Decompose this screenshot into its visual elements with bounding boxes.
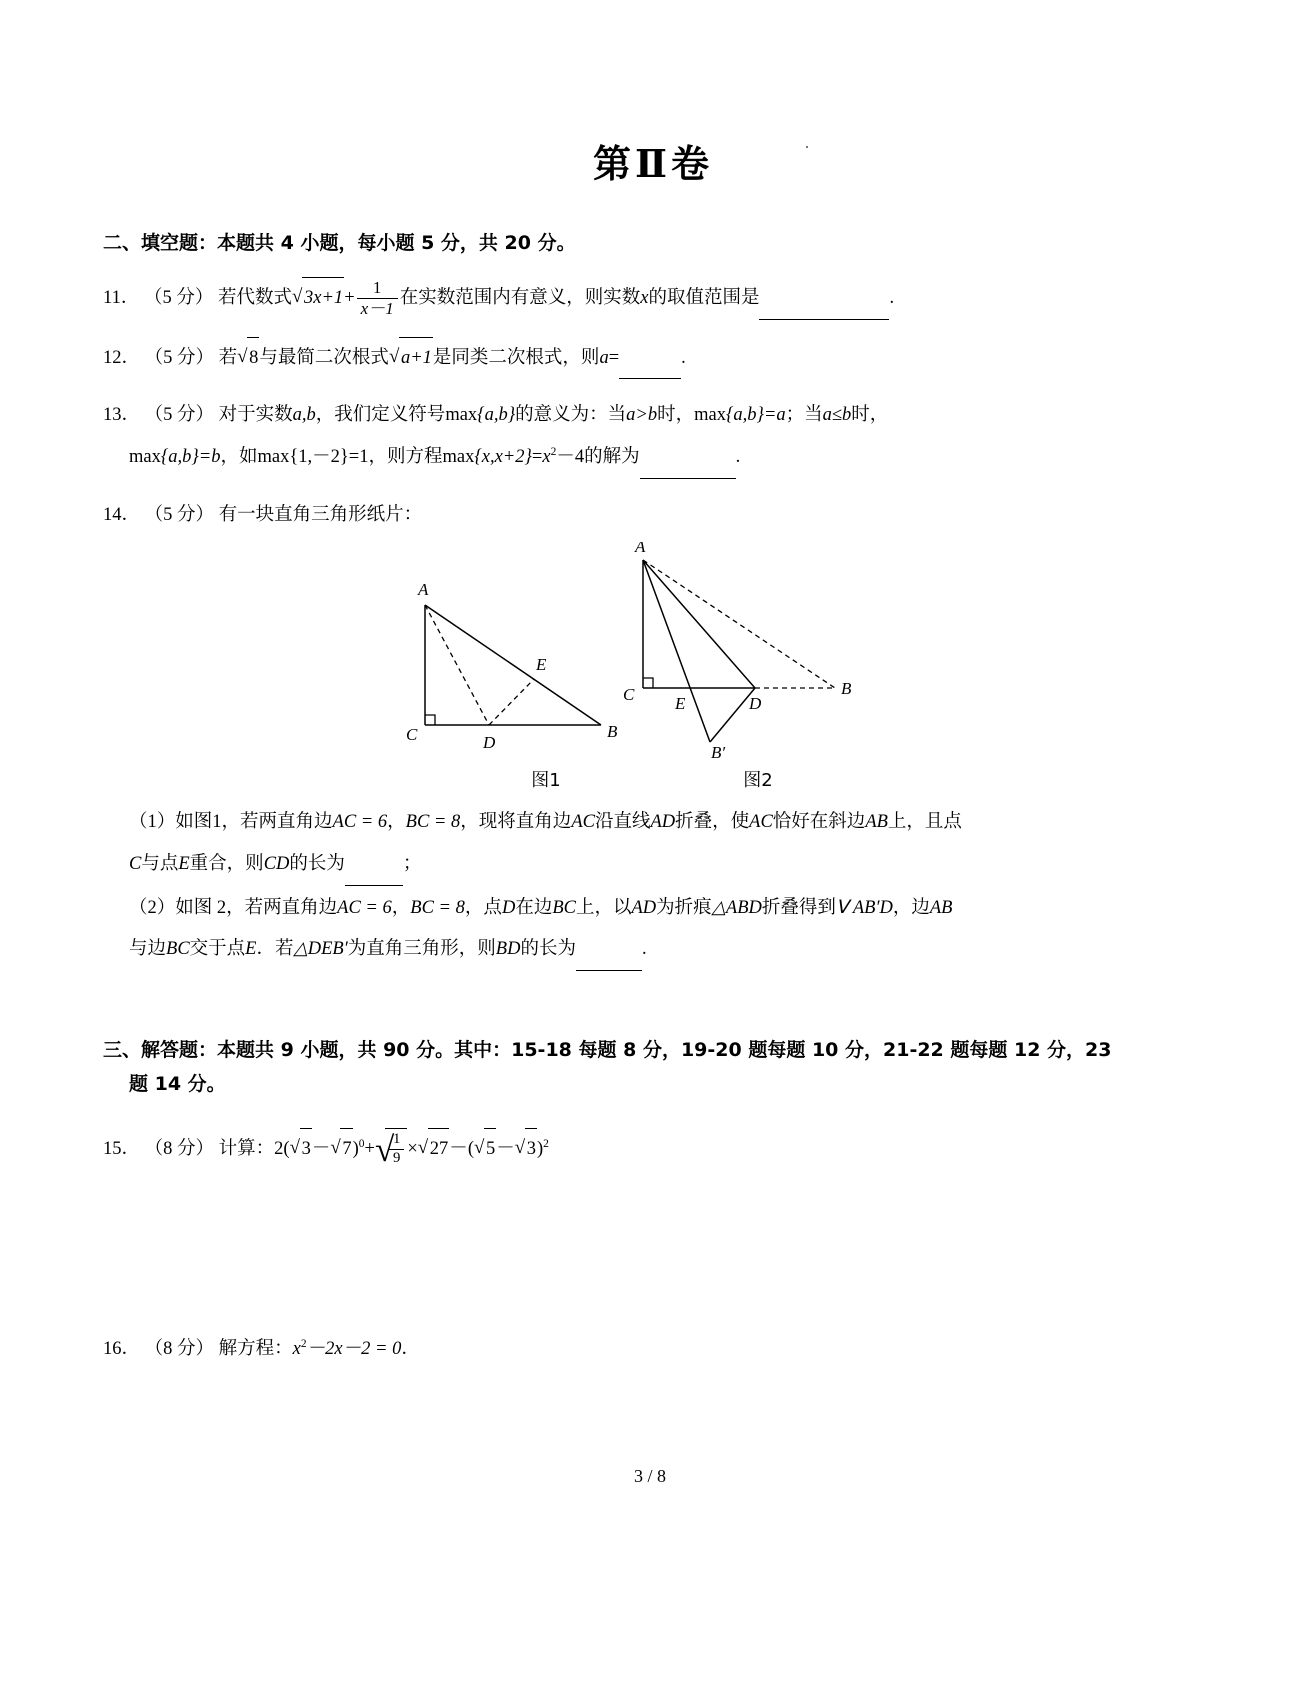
question-15-sqrt-27: √ 27 bbox=[418, 1127, 450, 1171]
question-15: 15． （8 分） 计算：2( √ 3－ √ 7)$^0$+ √ $\frac{1}{9}$ × √ 27－( √ 5－ √ 3)$^2$ bbox=[103, 1127, 1203, 1171]
question-15-minus: － bbox=[449, 1139, 468, 1160]
figure-2-label-B-prime: B′ bbox=[711, 743, 726, 763]
question-12-period: . bbox=[681, 347, 686, 368]
question-15-times: × bbox=[407, 1139, 418, 1160]
section-solve-line-1: 三、解答题：本题共 9 小题，共 90 分。其中：15-18 每题 8 分，19-20 题每题 10 分，21-22 题每题 12 分，23 bbox=[103, 1038, 1112, 1061]
question-15-frac-numerator: 1 bbox=[392, 1131, 401, 1148]
question-14-p1-l2-t2: 与点 bbox=[141, 853, 179, 874]
question-15-plus: + bbox=[364, 1139, 375, 1160]
question-15-radicand-27: 27 bbox=[428, 1128, 450, 1171]
question-15-exponent-0: 0 bbox=[358, 1138, 365, 1151]
question-13-l2-max4: max bbox=[257, 447, 290, 468]
question-15-sqrt-7: √ 7 bbox=[330, 1127, 352, 1171]
figure-2 bbox=[613, 542, 903, 772]
question-16-expr-exponent: 2 bbox=[300, 1337, 307, 1350]
page-content bbox=[103, 0, 1203, 1370]
question-13-l1-t3: 的意义为：当 bbox=[515, 405, 627, 426]
page-footer: 3 / 8 bbox=[633, 1466, 666, 1486]
question-15-paren-close-2: ) bbox=[537, 1139, 544, 1160]
question-13-l1-t5: ；当 bbox=[785, 405, 823, 426]
question-12-variable: a bbox=[599, 347, 609, 368]
question-14-part-1-answer-blank[interactable] bbox=[345, 865, 403, 885]
question-13-l2-eq4: =1 bbox=[348, 447, 369, 468]
question-12-answer-blank[interactable] bbox=[619, 359, 681, 379]
question-14-p1-t4: 沿直线 bbox=[594, 812, 651, 833]
question-14-p2-l2-t3: ．若 bbox=[256, 939, 294, 960]
figure-2-svg bbox=[613, 542, 903, 767]
question-14-p2-bc2: BC bbox=[552, 897, 576, 918]
question-14-p1-ac: AC = 6 bbox=[332, 812, 388, 833]
question-15-paren-open-2: ( bbox=[467, 1139, 474, 1160]
question-14-p2-t8: ，边 bbox=[892, 897, 930, 918]
question-11-points: （5 分） bbox=[143, 288, 214, 309]
question-12-points: （5 分） bbox=[144, 347, 215, 368]
question-13-l2-rhs-tail: －4 bbox=[556, 447, 585, 468]
question-11-text-b: 在实数范围内有意义，则实数 bbox=[399, 288, 641, 309]
question-14-p1-t7: 上，且点 bbox=[887, 812, 962, 833]
question-11-variable: x bbox=[640, 288, 649, 309]
question-16-period: ． bbox=[401, 1338, 420, 1359]
question-14-p1-t6: 恰好在斜边 bbox=[772, 812, 866, 833]
question-14-p2-t7: 折叠得到 bbox=[761, 897, 836, 918]
question-14-p1-seg3: AC bbox=[749, 812, 773, 833]
figure-1-caption: 图1 bbox=[531, 770, 561, 792]
question-13-l2-t2: ，则方程 bbox=[368, 447, 443, 468]
question-14-p1-t2: ， bbox=[387, 812, 406, 833]
question-15-number: 15． bbox=[103, 1139, 141, 1160]
question-14-part-2 bbox=[103, 888, 1203, 971]
question-14-p1-bc: BC = 8 bbox=[405, 812, 461, 833]
question-13-l1-t1: 对于实数 bbox=[218, 405, 293, 426]
question-12-number: 12． bbox=[103, 347, 141, 368]
question-12-radicand-a: 8 bbox=[247, 337, 259, 380]
question-13-l1-t4: 时， bbox=[657, 405, 695, 426]
question-14-p2-l2-t1: 与边 bbox=[129, 939, 167, 960]
question-14-p2-ad: AD bbox=[631, 897, 657, 918]
question-14-p1-seg4: AB bbox=[865, 812, 888, 833]
figure-1-label-A: A bbox=[418, 580, 429, 600]
figure-1-dashed-DE bbox=[489, 679, 534, 725]
question-15-sqrt-3: √ 3 bbox=[290, 1127, 312, 1171]
question-12-sqrt-a1: √ a+1 bbox=[389, 336, 433, 380]
question-14-figures bbox=[103, 542, 1203, 800]
question-13-l2-set4: {1,－2} bbox=[289, 447, 349, 468]
question-12-text-c: 是同类二次根式，则 bbox=[432, 347, 600, 368]
question-15-paren-open-1: ( bbox=[283, 1139, 290, 1160]
question-13-l1-cond1: a>b bbox=[626, 405, 658, 426]
question-16-expr-tail: －2x－2 = 0 bbox=[306, 1338, 402, 1359]
question-14-points: （5 分） bbox=[144, 504, 215, 525]
question-13-l1-ab: a,b bbox=[292, 405, 316, 426]
question-14-p2-d: D bbox=[501, 897, 516, 918]
question-11-radicand: 3x+1 bbox=[302, 277, 344, 320]
question-14-p1-label: （1） bbox=[129, 812, 176, 833]
question-14-p2-ab: AB bbox=[929, 897, 953, 918]
question-14-p2-period: . bbox=[641, 939, 647, 960]
question-16 bbox=[103, 1329, 1203, 1371]
question-14-p2-t6: 为折痕 bbox=[656, 897, 712, 918]
figure-2-label-E: E bbox=[675, 694, 686, 714]
figure-1-dashed-AD bbox=[425, 605, 489, 725]
question-14-p2-tri2: Ⅴ AB′D bbox=[835, 897, 893, 918]
question-14-p2-l2-bd: BD bbox=[495, 939, 521, 960]
question-15-coefficient: 2 bbox=[274, 1139, 284, 1160]
question-16-points: （8 分） bbox=[144, 1338, 215, 1359]
question-13-l2-set5: {x,x+2} bbox=[474, 447, 532, 468]
question-11-text-a: 若代数式 bbox=[217, 288, 292, 309]
question-14-number: 14． bbox=[103, 504, 141, 525]
question-11-frac-denominator: x－1 bbox=[357, 298, 398, 319]
question-16-expr-base: x bbox=[292, 1338, 301, 1359]
question-12-sqrt-8: √ 8 bbox=[237, 336, 259, 380]
question-14-p1-l2-c: C bbox=[129, 853, 142, 874]
question-13-l2-max3: max bbox=[129, 447, 161, 468]
figure-2-label-C: C bbox=[623, 685, 635, 705]
section-solve-line-2: 题 14 分。 bbox=[129, 1073, 226, 1095]
question-15-paren-close-1: ) bbox=[352, 1139, 359, 1160]
question-14-p2-l2-t4: 为直角三角形，则 bbox=[347, 939, 496, 960]
question-15-sqrt-3b: √ 3 bbox=[515, 1127, 537, 1171]
question-14-p2-t2: ， bbox=[391, 897, 411, 918]
question-14-p2-label: （2） bbox=[129, 897, 176, 918]
question-14-p2-l2-t5: 的长为 bbox=[520, 939, 576, 960]
figure-1-label-C: C bbox=[406, 725, 418, 745]
figure-2-segment-AD bbox=[643, 560, 755, 688]
question-11-number: 11． bbox=[103, 288, 140, 309]
section-heading-solve-problems bbox=[103, 1033, 1203, 1101]
question-13-l1-max1: max bbox=[445, 405, 478, 426]
question-14-p1-l2-t4: 重合，则 bbox=[189, 853, 264, 874]
question-12-text-b: 与最简二次根式 bbox=[259, 347, 389, 368]
figure-2-label-A: A bbox=[635, 542, 646, 557]
question-14-part-1 bbox=[103, 802, 1203, 885]
question-13-l1-max2: max bbox=[694, 405, 726, 426]
question-14-p1-seg1: AC bbox=[571, 812, 595, 833]
question-11-sqrt: √ 3x+1 bbox=[292, 276, 344, 320]
question-14-p2-l2-t2: 交于点 bbox=[189, 939, 246, 960]
question-13-l2-rhs-base: x bbox=[542, 447, 551, 468]
question-12-text-a: 若 bbox=[218, 347, 238, 368]
question-12-equals: = bbox=[608, 347, 620, 368]
figure-2-caption: 图2 bbox=[743, 770, 773, 792]
question-13-l2-rhs-exponent: 2 bbox=[550, 445, 557, 458]
question-14-p2-tri1: △ABD bbox=[711, 897, 762, 918]
question-13-l2-eq3: =b bbox=[198, 447, 221, 468]
question-14-p2-t5: 上，以 bbox=[575, 897, 632, 918]
question-14-p1-l2-seg: CD bbox=[263, 853, 290, 874]
figure-2-segment-AB-prime bbox=[643, 560, 710, 742]
question-16-label: 解方程： bbox=[218, 1338, 293, 1359]
question-15-points: （8 分） bbox=[144, 1139, 215, 1160]
question-14-part-2-answer-blank[interactable] bbox=[576, 950, 642, 970]
question-14-p2-t4: 在边 bbox=[515, 897, 553, 918]
question-16-number: 16． bbox=[103, 1338, 141, 1359]
question-13-l2-set3: {a,b} bbox=[160, 447, 199, 468]
question-11-fraction bbox=[357, 278, 398, 319]
question-12 bbox=[103, 336, 1203, 380]
question-14-p1-t3: ，现将直角边 bbox=[460, 812, 572, 833]
question-13-l2-t3: 的解为 bbox=[584, 447, 640, 468]
question-13-l1-set1: {a,b} bbox=[477, 405, 516, 426]
question-14-p2-t1: 如图 2，若两直角边 bbox=[175, 897, 338, 918]
question-13-answer-blank[interactable] bbox=[640, 458, 736, 478]
question-13-l1-t6: 时， bbox=[851, 405, 889, 426]
question-14-p1-l2-t5: 的长为 bbox=[289, 853, 345, 874]
question-13-l1-set2: {a,b} bbox=[725, 405, 764, 426]
question-14-p1-l2-e: E bbox=[178, 853, 190, 874]
question-15-sqrt-5: √ 5 bbox=[474, 1127, 496, 1171]
question-11-frac-numerator: 1 bbox=[372, 277, 382, 297]
question-14-p1-seg2: AD bbox=[650, 812, 676, 833]
question-11-plus: + bbox=[344, 288, 355, 309]
figure-1-label-E: E bbox=[536, 655, 547, 675]
question-11-answer-blank[interactable] bbox=[759, 299, 889, 319]
question-13-l1-cond2: a≤b bbox=[822, 405, 852, 426]
figure-2-right-angle-mark-C bbox=[643, 678, 653, 688]
question-15-frac-denominator: 9 bbox=[389, 1149, 404, 1167]
figure-1-label-B: B bbox=[607, 722, 618, 742]
figure-1-right-angle-mark-C bbox=[425, 715, 435, 725]
question-12-radicand-b: a+1 bbox=[399, 337, 433, 380]
question-13-period: . bbox=[735, 447, 741, 468]
question-14-p2-ac: AC = 6 bbox=[337, 897, 392, 918]
question-13-l1-eq2: =a bbox=[763, 405, 786, 426]
question-15-sqrt-one-ninth: √ $\frac{1}{9}$ bbox=[375, 1127, 407, 1171]
question-14-p2-l2-bc: BC bbox=[166, 939, 190, 960]
question-13-l2-eq5: = bbox=[531, 447, 543, 468]
question-11-period: . bbox=[889, 288, 895, 309]
question-13-l1-t2: ，我们定义符号 bbox=[315, 405, 446, 426]
question-11 bbox=[103, 276, 1203, 320]
question-14-stem: 有一块直角三角形纸片： bbox=[218, 504, 423, 525]
figure-2-label-B: B bbox=[841, 679, 852, 699]
question-15-label: 计算： bbox=[218, 1139, 275, 1160]
question-13-l2-max5: max bbox=[442, 447, 475, 468]
question-13 bbox=[103, 395, 1203, 478]
question-13-l2-t1: ，如 bbox=[220, 447, 258, 468]
page-title: 第Ⅱ卷 bbox=[592, 141, 714, 186]
question-11-text-c: 的取值范围是 bbox=[648, 288, 760, 309]
question-14-p1-semicolon: ； bbox=[402, 853, 422, 874]
question-14-p2-l2-e: E bbox=[245, 939, 257, 960]
question-15-fraction bbox=[389, 1131, 404, 1167]
question-14-p2-l2-tri: △DEB′ bbox=[293, 939, 348, 960]
question-13-number: 13． bbox=[103, 405, 141, 426]
question-14 bbox=[103, 495, 1203, 537]
question-15-exponent-2: 2 bbox=[543, 1138, 549, 1151]
question-14-p1-t1: 如图1，若两直角边 bbox=[175, 812, 333, 833]
figure-1-label-D: D bbox=[483, 733, 496, 753]
question-14-p2-t3: ，点 bbox=[464, 897, 502, 918]
question-13-points: （5 分） bbox=[144, 405, 215, 426]
question-14-p1-t5: 折叠，使 bbox=[675, 812, 750, 833]
figure-2-label-D: D bbox=[749, 694, 762, 714]
section-heading-fill-in-blanks: 二、填空题：本题共 4 小题，每小题 5 分，共 20 分。 bbox=[103, 232, 576, 254]
question-14-p2-bc: BC = 8 bbox=[410, 897, 465, 918]
figure-1-segment-AB bbox=[425, 605, 601, 725]
